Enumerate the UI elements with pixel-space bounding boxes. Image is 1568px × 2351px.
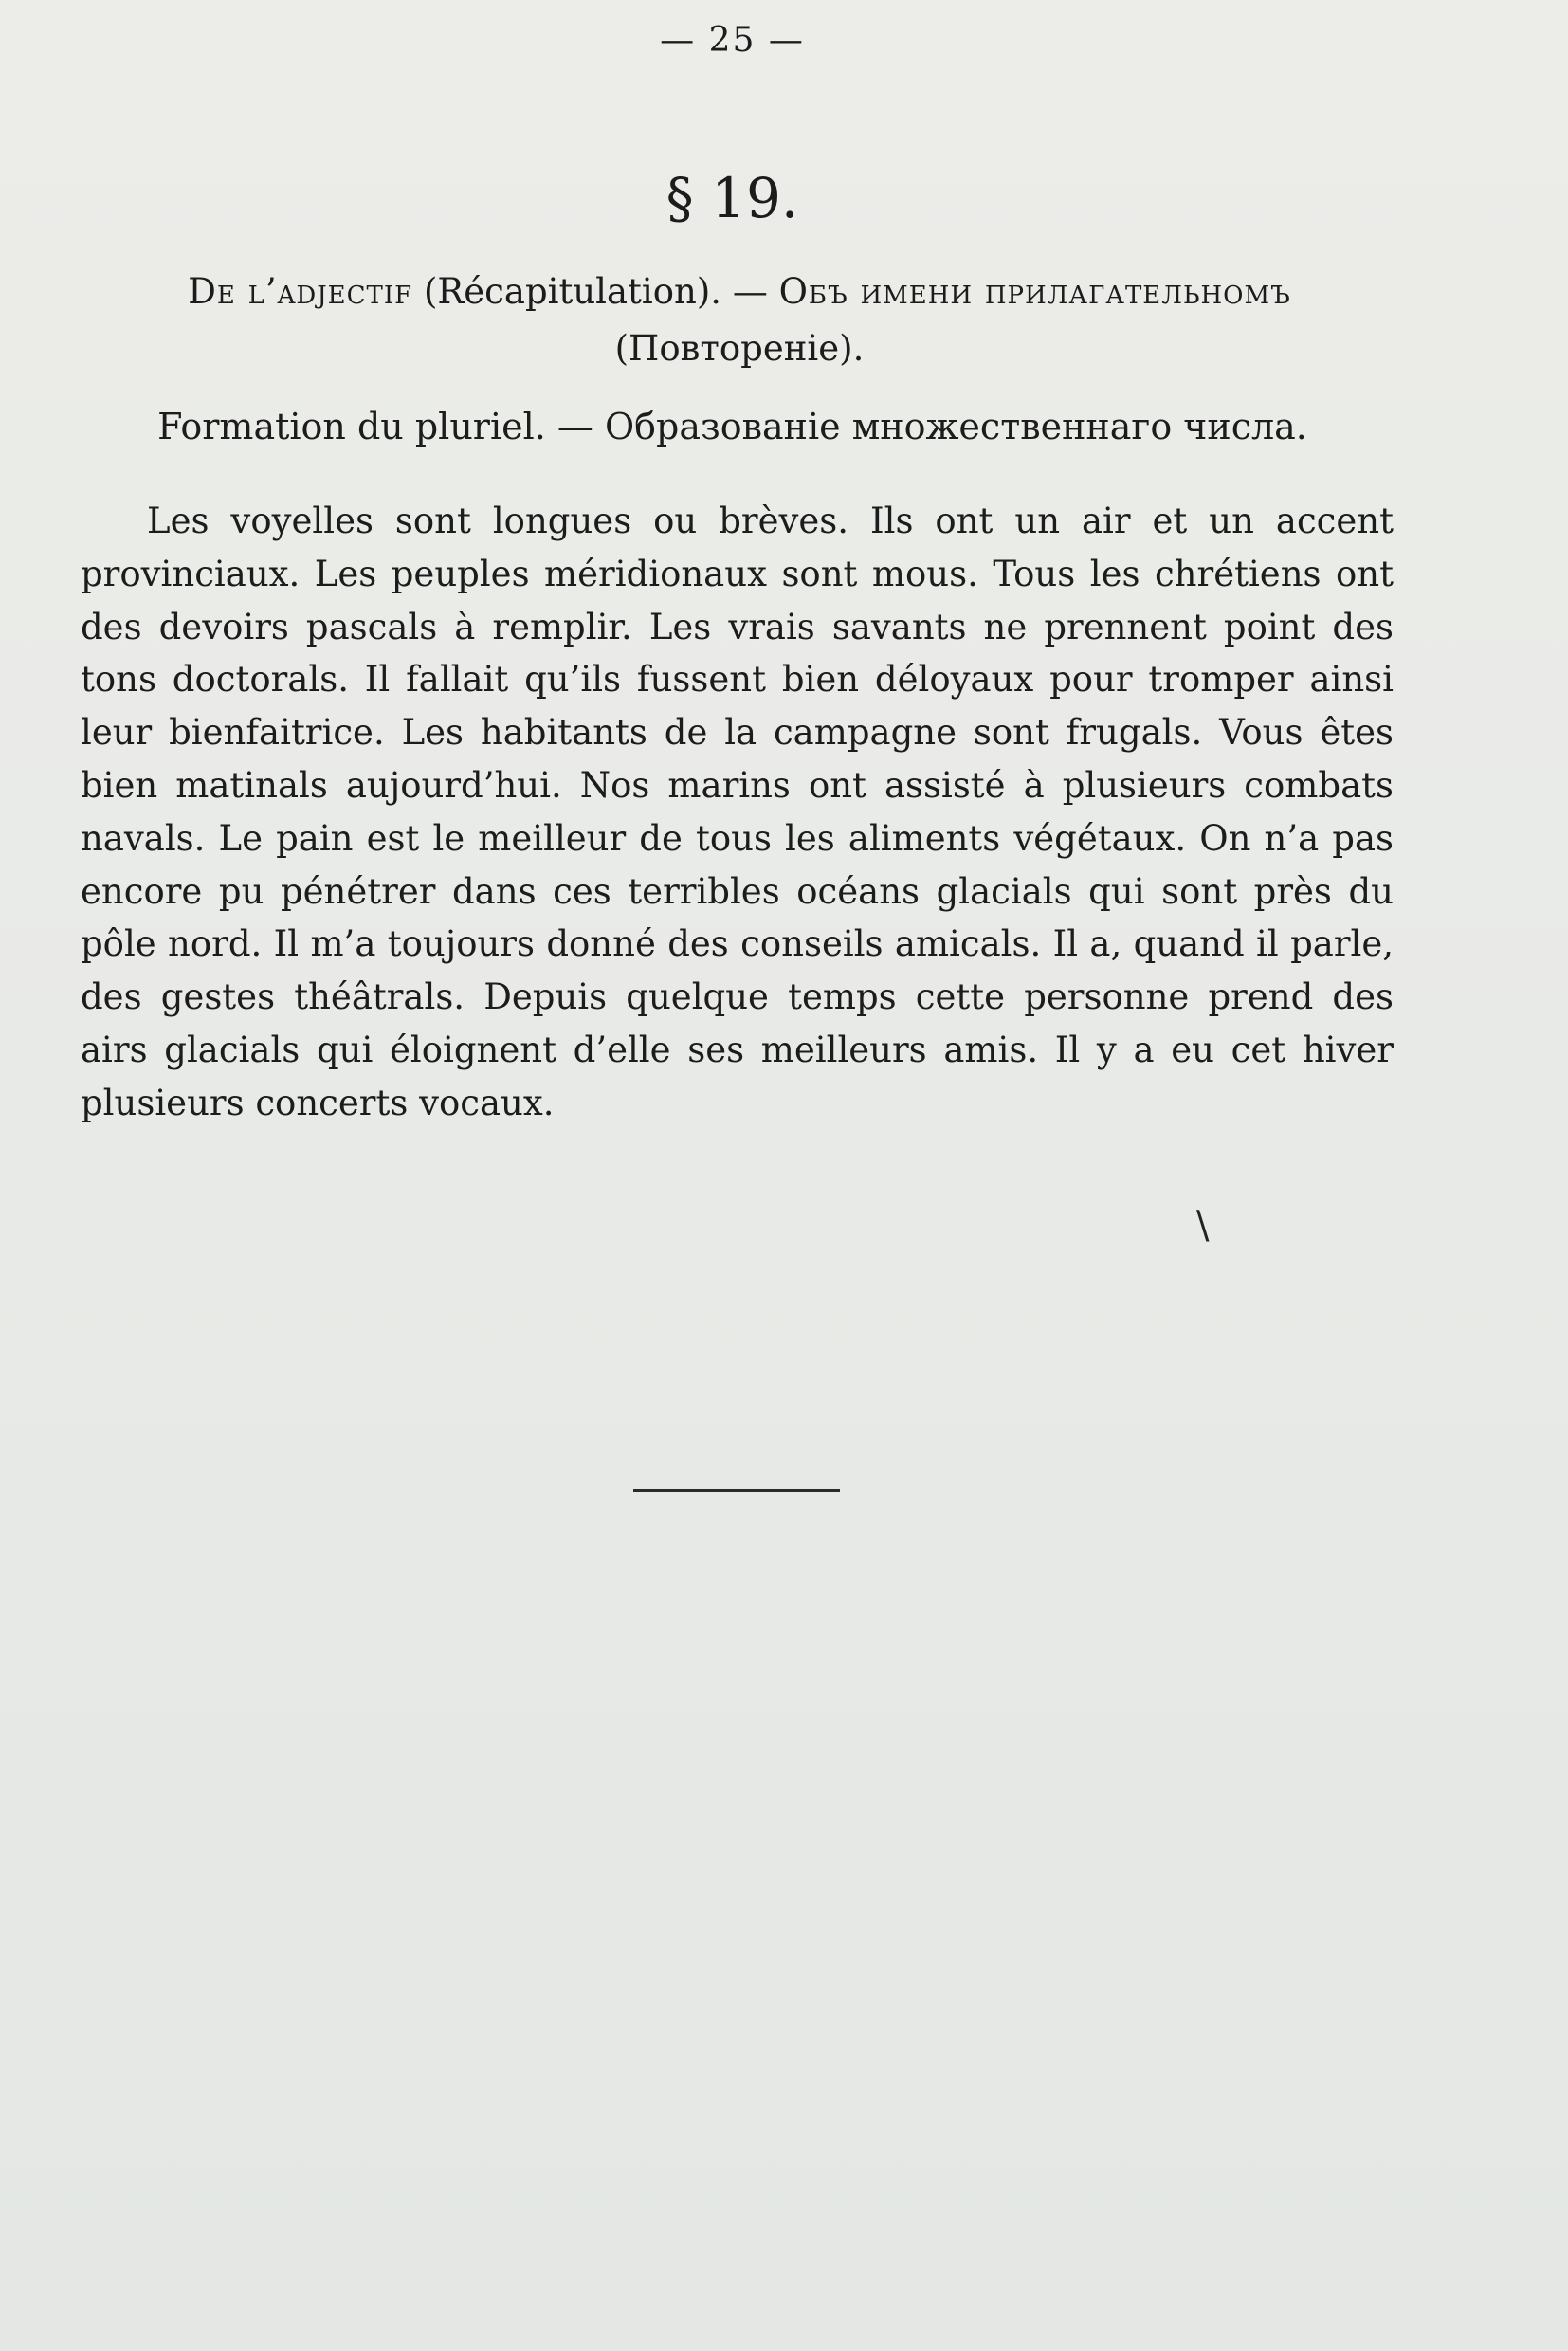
heading-russian-topic: Объ имени прилагательномъ: [778, 271, 1291, 312]
heading-french-detail: (Récapitulation). —: [412, 271, 779, 312]
heading-russian-detail: (Повтореніе).: [614, 328, 865, 369]
stray-mark: \: [1196, 1204, 1210, 1248]
end-rule-divider: [633, 1489, 840, 1492]
subheading: Formation du pluriel. — Образованіе множественнаго числа.: [157, 406, 1307, 447]
page-number: — 25 —: [660, 21, 805, 60]
exercise-paragraph: Les voyelles sont longues ou brèves. Ils ont un air et un accent provinciaux. Les peuples méridionaux sont mous. Tous les chrétiens ont des devoirs pascals à remplir. Les vrais savants ne prennent point des tons doctorals. Il fallait qu’ils fussent bien déloyaux pour tromper ainsi leur bienfaitrice. Les habitants de la campagne sont frugals. Vous êtes bien matinals aujourd’hui. Nos marins ont assisté à plusieurs combats navals. Le pain est le meilleur de tous les aliments végétaux. On n’a pas encore pu pénétrer dans ces terribles océans glacials qui sont près du pôle nord. Il m’a toujours donné des conseils amicals. Il a, quand il parle, des gestes théâtrals. Depuis quelque temps cette personne prend des airs glacials qui éloignent d’elle ses meilleurs amis. Il y a eu cet hiver plusieurs concerts vocaux.: [81, 501, 1394, 1123]
section-title: § 19.: [665, 166, 799, 230]
heading-french-topic: De l’adjectif: [188, 271, 413, 312]
section-heading: [81, 264, 1398, 377]
